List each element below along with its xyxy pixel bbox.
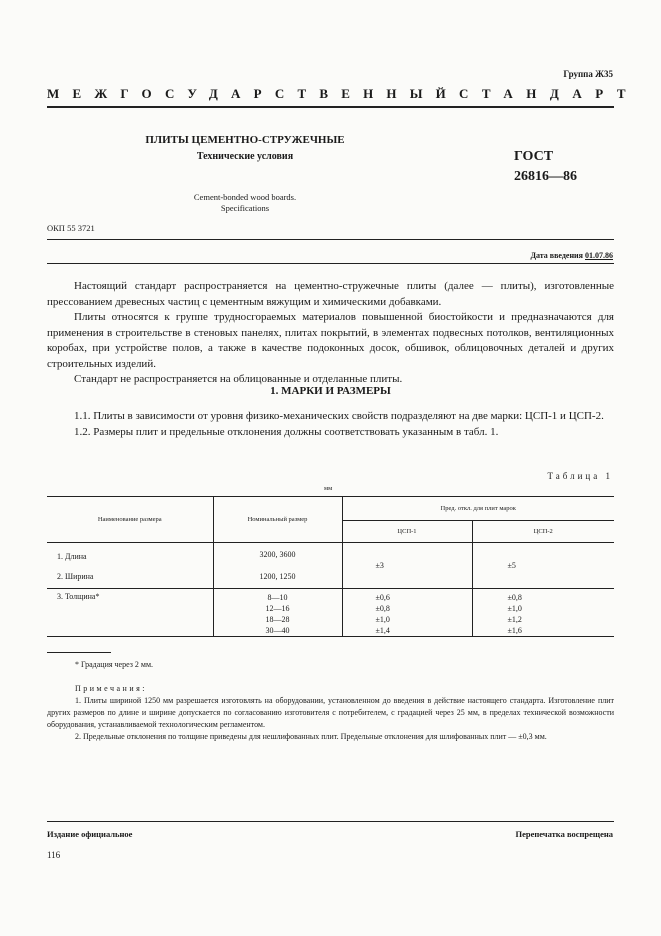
document-subtitle: Технические условия	[196, 151, 294, 162]
row-width-name: 2. Ширина	[47, 565, 213, 589]
english-line-2: Specifications	[220, 203, 270, 213]
header-nominal: Номинальный размер	[213, 497, 342, 543]
note-2: 2. Предельные отклонения по толщине приведены для нешлифованных плит. Предельные отклонения для шлифованных плит — ±0,3 мм.	[75, 732, 547, 741]
banner-rule	[47, 106, 614, 108]
intro-date	[530, 251, 613, 260]
official-edition: Издание официальное	[47, 829, 133, 839]
section-1-p1: 1.1. Плиты в зависимости от уровня физико-механических свойств подразделяют на две марки: ЦСП-1 и ЦСП-2.	[74, 410, 604, 422]
footnote-rule	[47, 652, 111, 653]
row-length-nominal: 3200, 3600	[213, 543, 342, 565]
notes-block	[47, 683, 614, 743]
header-deviation: Пред. откл. для плит марок	[342, 497, 614, 521]
section-1-text	[47, 409, 614, 440]
row-thickness-grade-1	[342, 589, 472, 637]
notes-heading: Примечания:	[75, 684, 148, 693]
row-thickness-name: 3. Толщина*	[47, 589, 213, 637]
gost-label: ГОСТ	[514, 149, 554, 164]
row-thickness-nominal	[213, 589, 342, 637]
thickness-grade1-3: ±1,0	[375, 615, 390, 624]
banner-left: МЕЖГОСУДАРСТВЕННЫЙ	[47, 86, 459, 101]
thickness-grade2-3: ±1,2	[507, 615, 522, 624]
row-length-name: 1. Длина	[47, 543, 213, 565]
date-rule	[47, 263, 614, 264]
thickness-nominal-1: 8—10	[267, 593, 288, 602]
footer-rule	[47, 821, 614, 822]
intro-date-label: Дата введения	[530, 251, 583, 260]
intro-text	[47, 279, 614, 388]
gost-number: 26816—86	[514, 169, 577, 184]
standard-banner	[47, 86, 640, 102]
thickness-nominal-2: 12—16	[265, 604, 290, 613]
reprint-prohibited: Перепечатка воспрещена	[515, 829, 613, 839]
dev-length-width-2: ±5	[472, 543, 614, 589]
page-number: 116	[47, 850, 61, 860]
dev-length-width-1: ±3	[342, 543, 472, 589]
intro-date-value: 01.07.86	[585, 251, 613, 260]
section-1-p2: 1.2. Размеры плит и предельные отклонения должны соответствовать указанным в табл. 1.	[74, 425, 499, 438]
thickness-grade1-1: ±0,6	[375, 593, 390, 602]
intro-paragraph-3: Стандарт не распространяется на облицованные и отделанные плиты.	[74, 373, 403, 385]
gost-block	[514, 147, 577, 187]
footnote: * Градация через 2 мм.	[75, 660, 154, 669]
thickness-nominal-3: 18—28	[265, 615, 290, 624]
intro-paragraph-1: Настоящий стандарт распространяется на цементно-стружечные плиты (далее — плиты), изготовленные прессованием древесных частиц с цементным вяжущим и химическими добавками.	[47, 280, 614, 308]
thickness-grade2-1: ±0,8	[507, 593, 522, 602]
table-1	[47, 496, 614, 637]
okp-code: ОКП 55 3721	[47, 223, 95, 233]
table-1-unit: мм	[324, 485, 333, 492]
row-width-nominal: 1200, 1250	[213, 565, 342, 589]
thickness-grade2-2: ±1,0	[507, 604, 522, 613]
intro-paragraph-2: Плиты относятся к группе трудносгораемых материалов повышенной биостойкости и предназначаются для применения в строительстве в стеновых панелях, плитах покрытий, в элементах подвесных потолков, вентиляционных коробах, при устройстве полов, а также в качестве подоконных досок, обшивок, облицовочных деталей и других строительных изделий.	[47, 311, 614, 370]
header-grade-2: ЦСП-2	[472, 521, 614, 543]
section-1-heading: 1. МАРКИ И РАЗМЕРЫ	[270, 385, 391, 397]
note-1: 1. Плиты шириной 1250 мм разрешается изготовлять на оборудовании, установленном до введения в действие настоящего стандарта. Изготовление плит других размеров по длине и ширине допускается по согласованию изготовителя с потребителем, с градацией через 25 мм, в пределах технической возможности оборудования, устанавливаемой технологическим регламентом.	[47, 696, 614, 729]
thickness-grade1-4: ±1,4	[375, 626, 390, 635]
table-row	[47, 589, 614, 637]
table-row	[47, 543, 614, 565]
banner-right: СТАНДАРТ	[459, 86, 640, 101]
okp-rule	[47, 239, 614, 240]
footnote-block	[47, 659, 614, 671]
group-code: Группа Ж35	[563, 69, 613, 79]
table-1-label: Таблица 1	[547, 471, 613, 481]
thickness-grade2-4: ±1,6	[507, 626, 522, 635]
header-name: Наименование размера	[47, 497, 213, 543]
thickness-nominal-4: 30—40	[265, 626, 290, 635]
english-line-1: Cement-bonded wood boards.	[193, 192, 297, 202]
document-title: ПЛИТЫ ЦЕМЕНТНО-СТРУЖЕЧНЫЕ	[145, 134, 345, 146]
english-title	[150, 192, 340, 214]
header-grade-1: ЦСП-1	[342, 521, 472, 543]
thickness-grade1-2: ±0,8	[375, 604, 390, 613]
row-thickness-grade-2	[472, 589, 614, 637]
